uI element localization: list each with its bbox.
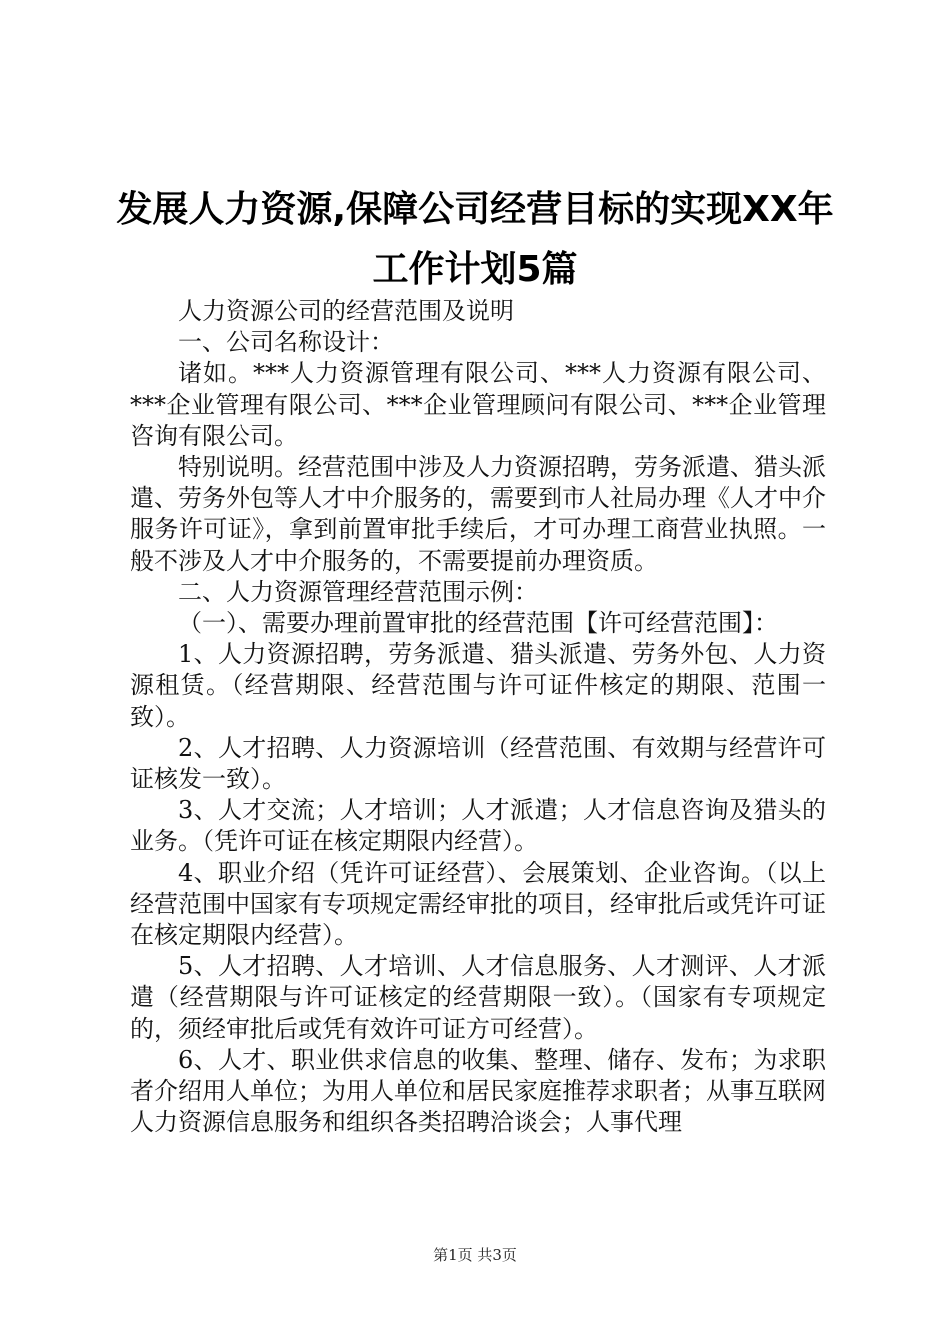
- body-list-item: 5、人才招聘、人才培训、人才信息服务、人才测评、人才派遣（经营期限与许可证核定的经营期限一致）。（国家有专项规定的，须经审批后或凭有效许可证方可经营）。: [130, 952, 826, 1043]
- page-number-footer: 第1页 共3页: [433, 1246, 517, 1264]
- body-paragraph: 特别说明。经营范围中涉及人力资源招聘，劳务派遣、猎头派遣、劳务外包等人才中介服务的，需要到市人社局办理《人才中介服务许可证》，拿到前置审批手续后，才可办理工商营业执照。一般不涉及人才中介服务的，不需要提前办理资质。: [130, 453, 826, 575]
- body-paragraph-section-1: 一、公司名称设计：: [178, 328, 394, 357]
- body-list-item: 3、人才交流；人才培训；人才派遣；人才信息咨询及猎头的业务。（凭许可证在核定期限内经营）。: [130, 796, 826, 856]
- body-list-item: 6、人才、职业供求信息的收集、整理、储存、发布；为求职者介绍用人单位；为用人单位和居民家庭推荐求职者；从事互联网人力资源信息服务和组织各类招聘洽谈会；人事代理: [130, 1045, 826, 1137]
- body-paragraph: 诸如。***人力资源管理有限公司、***人力资源有限公司、***企业管理有限公司、***企业管理顾问有限公司、***企业管理咨询有限公司。: [130, 359, 826, 450]
- body-paragraph-section-2: 二、人力资源管理经营范围示例：: [178, 577, 538, 606]
- body-paragraph-heading: 人力资源公司的经营范围及说明: [178, 297, 514, 325]
- document-title-line-2: 工作计划5篇: [372, 249, 578, 290]
- document-title-line-1: 发展人力资源,保障公司经营目标的实现XX年: [116, 189, 834, 230]
- document-body: [130, 296, 826, 1138]
- body-list-item: 2、人才招聘、人力资源培训（经营范围、有效期与经营许可证核发一致）。: [130, 733, 826, 794]
- body-list-item: 1、人力资源招聘，劳务派遣、猎头派遣、劳务外包、人力资源租赁。（经营期限、经营范围与许可证件核定的期限、范围一致）。: [130, 640, 826, 731]
- body-paragraph-subsection: （一）、需要办理前置审批的经营范围【许可经营范围】：: [178, 609, 778, 638]
- body-list-item: 4、职业介绍（凭许可证经营）、会展策划、企业咨询。（以上经营范围中国家有专项规定需经审批的项目，经审批后或凭许可证在核定期限内经营）。: [130, 858, 826, 950]
